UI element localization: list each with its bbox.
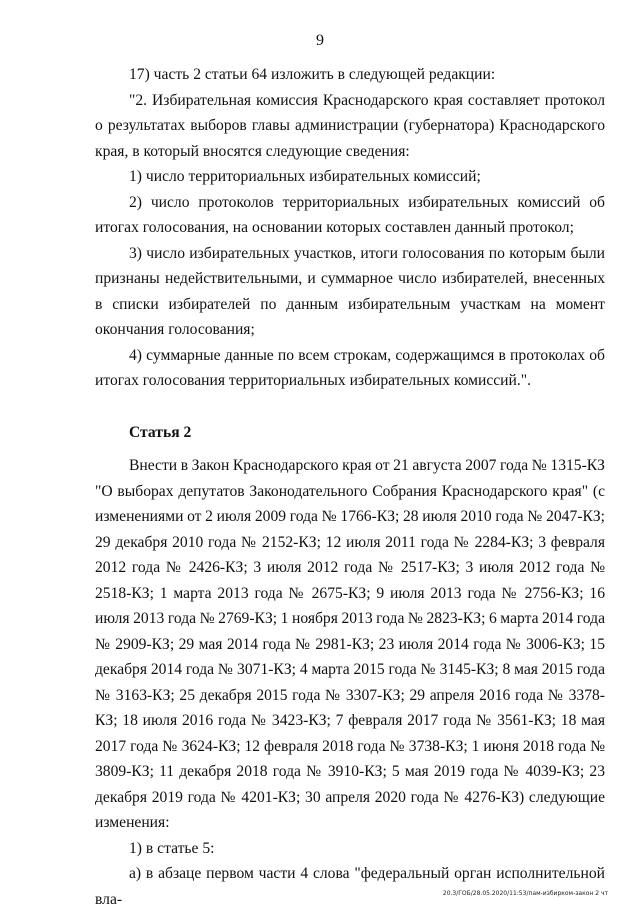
paragraph-amendment-17: 17) часть 2 статьи 64 изложить в следующей редакции:: [129, 66, 496, 83]
paragraph-article-5: 1) в статье 5:: [129, 839, 215, 857]
list-item-3: 3) число избирательных участков, итоги голосования по которым были признаны недействительными, и суммарное число избирателей, внесенных в списки избирателей по данным избирательным участкам на момент окончания голосования;: [95, 244, 605, 338]
heading-gap: [95, 445, 605, 453]
document-body: [95, 62, 605, 912]
paragraph-article-5-part-4: а) в абзаце первом части 4 слова "федеральный орган исполнительной вла-: [95, 865, 605, 908]
footer-file-stamp: 20.3/ГОБ/28.05.2020/11:53/пам-избирком-закон 2 чт: [442, 890, 608, 897]
list-item-4: 4) суммарные данные по всем строкам, содержащимся в протоколах об итогах голосования территориальных избирательных комиссий.".: [95, 346, 605, 389]
list-item-2: 2) число протоколов территориальных избирательных комиссий об итогах голосования, на основании которых составлен данный протокол;: [95, 193, 605, 236]
list-item-1: 1) число территориальных избирательных комиссий;: [129, 168, 481, 185]
page-number: 9: [316, 32, 324, 49]
paragraph-article-2-amendments: Внести в Закон Краснодарского края от 21 августа 2007 года № 1315-КЗ "О выборах депутатов Законодательного Собрания Краснодарского края" (с изменениями от 2 июля 2009 года № 1766-КЗ; 28 июля 2010 года № 2047-КЗ; 29 декабря 2010 года № 2152-КЗ; 12 июля 2011 года № 2284-КЗ; 3 февраля 2012 года № 2426-КЗ; 3 июля 2012 года № 2517-КЗ; 3 июля 2012 года № 2518-КЗ; 1 марта 2013 года № 2675-КЗ; 9 июля 2013 года № 2756-КЗ; 16 июля 2013 года № 2769-КЗ; 1 ноября 2013 года № 2823-КЗ; 6 марта 2014 года № 2909-КЗ; 29 мая 2014 года № 2981-КЗ; 23 июля 2014 года № 3006-КЗ; 15 декабря 2014 года № 3071-КЗ; 4 марта 2015 года № 3145-КЗ; 8 мая 2015 года № 3163-КЗ; 25 декабря 2015 года № 3307-КЗ; 29 апреля 2016 года № 3378-КЗ; 18 июля 2016 года № 3423-КЗ; 7 февраля 2017 года № 3561-КЗ; 18 мая 2017 года № 3624-КЗ; 12 февраля 2018 года № 3738-КЗ; 1 июня 2018 года № 3809-КЗ; 11 декабря 2018 года № 3910-КЗ; 5 мая 2019 года № 4039-КЗ; 23 декабря 2019 года № 4201-КЗ; 30 апреля 2020 года № 4276-КЗ) следующие изменения:: [95, 457, 605, 831]
section-gap: [95, 394, 605, 420]
paragraph-article-64-part-2: "2. Избирательная комиссия Краснодарского края составляет протокол о результатах выборов главы администрации (губернатора) Краснодарского края, в который вносятся следующие сведения:: [95, 91, 605, 160]
article-heading: Статья 2: [129, 423, 192, 441]
